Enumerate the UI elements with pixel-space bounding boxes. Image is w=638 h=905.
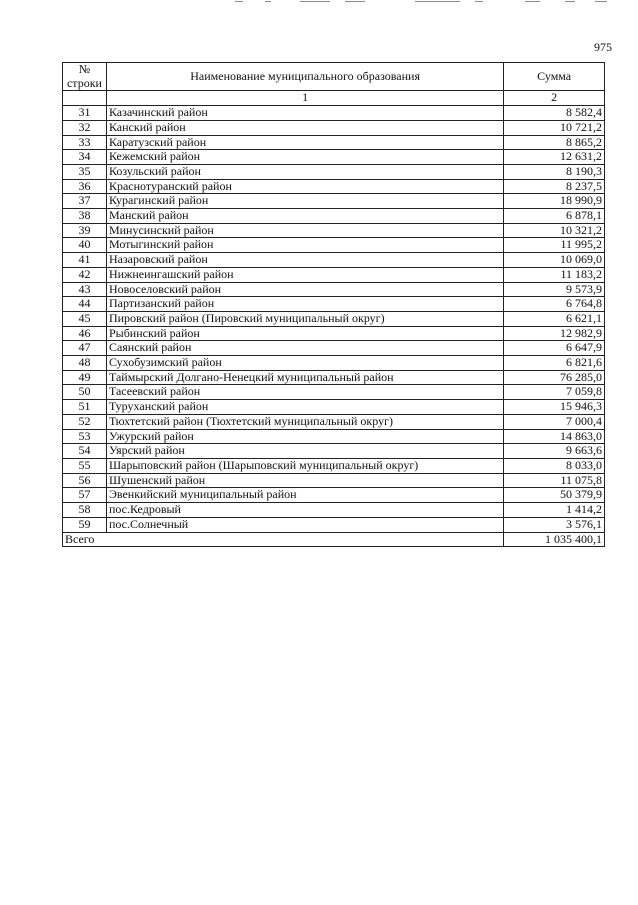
row-number: 35 — [63, 164, 107, 179]
row-sum: 10 721,2 — [504, 120, 605, 135]
table-row — [63, 341, 605, 356]
row-sum: 11 183,2 — [504, 267, 605, 282]
total-label: Всего — [63, 532, 504, 547]
total-sum: 1 035 400,1 — [504, 532, 605, 547]
table-row — [63, 473, 605, 488]
row-sum: 8 865,2 — [504, 135, 605, 150]
table-row — [63, 209, 605, 224]
row-number: 48 — [63, 356, 107, 371]
table-row — [63, 385, 605, 400]
row-number: 46 — [63, 326, 107, 341]
table-body — [63, 106, 605, 532]
row-number: 40 — [63, 238, 107, 253]
row-number: 36 — [63, 179, 107, 194]
table-row — [63, 194, 605, 209]
table-row — [63, 267, 605, 282]
row-municipality-name: Шушенский район — [106, 473, 503, 488]
table-row — [63, 179, 605, 194]
table-row — [63, 150, 605, 165]
table-row — [63, 414, 605, 429]
row-number: 50 — [63, 385, 107, 400]
table-row — [63, 282, 605, 297]
row-sum: 7 059,8 — [504, 385, 605, 400]
table-row — [63, 106, 605, 121]
row-municipality-name: Курагинский район — [106, 194, 503, 209]
row-sum: 6 647,9 — [504, 341, 605, 356]
row-number: 57 — [63, 488, 107, 503]
row-sum: 6 621,1 — [504, 311, 605, 326]
allocation-table — [62, 62, 605, 547]
row-sum: 50 379,9 — [504, 488, 605, 503]
table-row — [63, 120, 605, 135]
row-sum: 6 764,8 — [504, 297, 605, 312]
row-sum: 1 414,2 — [504, 503, 605, 518]
row-number: 39 — [63, 223, 107, 238]
row-municipality-name: пос.Кедровый — [106, 503, 503, 518]
column-index-name: 1 — [106, 91, 503, 106]
row-number: 32 — [63, 120, 107, 135]
row-number: 54 — [63, 444, 107, 459]
table-row — [63, 297, 605, 312]
row-municipality-name: Минусинский район — [106, 223, 503, 238]
row-number: 58 — [63, 503, 107, 518]
table-row — [63, 326, 605, 341]
row-municipality-name: Манский район — [106, 209, 503, 224]
row-sum: 7 000,4 — [504, 414, 605, 429]
row-sum: 11 075,8 — [504, 473, 605, 488]
table-row — [63, 223, 605, 238]
row-sum: 8 033,0 — [504, 458, 605, 473]
column-index-row — [63, 91, 605, 106]
row-number: 49 — [63, 370, 107, 385]
row-sum: 12 631,2 — [504, 150, 605, 165]
row-number: 44 — [63, 297, 107, 312]
table-row — [63, 444, 605, 459]
row-municipality-name: Шарыповский район (Шарыповский муниципальный округ) — [106, 458, 503, 473]
total-row — [63, 532, 605, 547]
row-number: 53 — [63, 429, 107, 444]
row-municipality-name: Казачинский район — [106, 106, 503, 121]
row-sum: 15 946,3 — [504, 400, 605, 415]
row-municipality-name: Туруханский район — [106, 400, 503, 415]
header-sum: Сумма — [504, 63, 605, 91]
row-municipality-name: Саянский район — [106, 341, 503, 356]
row-municipality-name: Уярский район — [106, 444, 503, 459]
table-row — [63, 164, 605, 179]
row-sum: 8 582,4 — [504, 106, 605, 121]
row-municipality-name: Эвенкийский муниципальный район — [106, 488, 503, 503]
row-number: 37 — [63, 194, 107, 209]
row-number: 51 — [63, 400, 107, 415]
row-number: 56 — [63, 473, 107, 488]
table-row — [63, 253, 605, 268]
table-row — [63, 429, 605, 444]
header-row-number — [63, 63, 107, 91]
row-number: 47 — [63, 341, 107, 356]
row-number: 43 — [63, 282, 107, 297]
row-sum: 8 190,3 — [504, 164, 605, 179]
row-sum: 10 069,0 — [504, 253, 605, 268]
row-sum: 6 878,1 — [504, 209, 605, 224]
scan-artifact-line — [225, 0, 625, 6]
table-row — [63, 488, 605, 503]
row-municipality-name: Канский район — [106, 120, 503, 135]
table-row — [63, 517, 605, 532]
row-municipality-name: Тасеевский район — [106, 385, 503, 400]
row-municipality-name: Рыбинский район — [106, 326, 503, 341]
table-row — [63, 238, 605, 253]
row-sum: 3 576,1 — [504, 517, 605, 532]
column-index-empty — [63, 91, 107, 106]
row-municipality-name: Ужурский район — [106, 429, 503, 444]
row-municipality-name: Кежемский район — [106, 150, 503, 165]
row-number: 52 — [63, 414, 107, 429]
table-row — [63, 400, 605, 415]
row-number: 42 — [63, 267, 107, 282]
row-municipality-name: Партизанский район — [106, 297, 503, 312]
row-number: 38 — [63, 209, 107, 224]
table-row — [63, 135, 605, 150]
row-number: 55 — [63, 458, 107, 473]
row-sum: 10 321,2 — [504, 223, 605, 238]
column-index-sum: 2 — [504, 91, 605, 106]
row-municipality-name: Тюхтетский район (Тюхтетский муниципальный округ) — [106, 414, 503, 429]
header-number-word: строки — [66, 75, 102, 90]
row-number: 34 — [63, 150, 107, 165]
row-sum: 9 663,6 — [504, 444, 605, 459]
header-number-sign: № — [78, 62, 91, 76]
table-header-row — [63, 63, 605, 91]
table-row — [63, 356, 605, 371]
row-sum: 6 821,6 — [504, 356, 605, 371]
row-sum: 12 982,9 — [504, 326, 605, 341]
row-number: 33 — [63, 135, 107, 150]
page-number: 975 — [594, 40, 612, 54]
row-sum: 9 573,9 — [504, 282, 605, 297]
table-row — [63, 370, 605, 385]
row-number: 59 — [63, 517, 107, 532]
row-municipality-name: Козульский район — [106, 164, 503, 179]
table-row — [63, 311, 605, 326]
row-municipality-name: Мотыгинский район — [106, 238, 503, 253]
row-sum: 8 237,5 — [504, 179, 605, 194]
row-municipality-name: Новоселовский район — [106, 282, 503, 297]
table-row — [63, 503, 605, 518]
row-sum: 14 863,0 — [504, 429, 605, 444]
row-municipality-name: Сухобузимский район — [106, 356, 503, 371]
row-municipality-name: пос.Солнечный — [106, 517, 503, 532]
row-municipality-name: Нижнеингашский район — [106, 267, 503, 282]
row-municipality-name: Таймырский Долгано-Ненецкий муниципальный район — [106, 370, 503, 385]
header-municipality-name: Наименование муниципального образования — [106, 63, 503, 91]
row-municipality-name: Назаровский район — [106, 253, 503, 268]
row-municipality-name: Краснотуранский район — [106, 179, 503, 194]
row-sum: 18 990,9 — [504, 194, 605, 209]
row-number: 41 — [63, 253, 107, 268]
row-municipality-name: Пировский район (Пировский муниципальный округ) — [106, 311, 503, 326]
row-municipality-name: Каратузский район — [106, 135, 503, 150]
row-sum: 76 285,0 — [504, 370, 605, 385]
row-number: 45 — [63, 311, 107, 326]
table-row — [63, 458, 605, 473]
row-number: 31 — [63, 106, 107, 121]
row-sum: 11 995,2 — [504, 238, 605, 253]
